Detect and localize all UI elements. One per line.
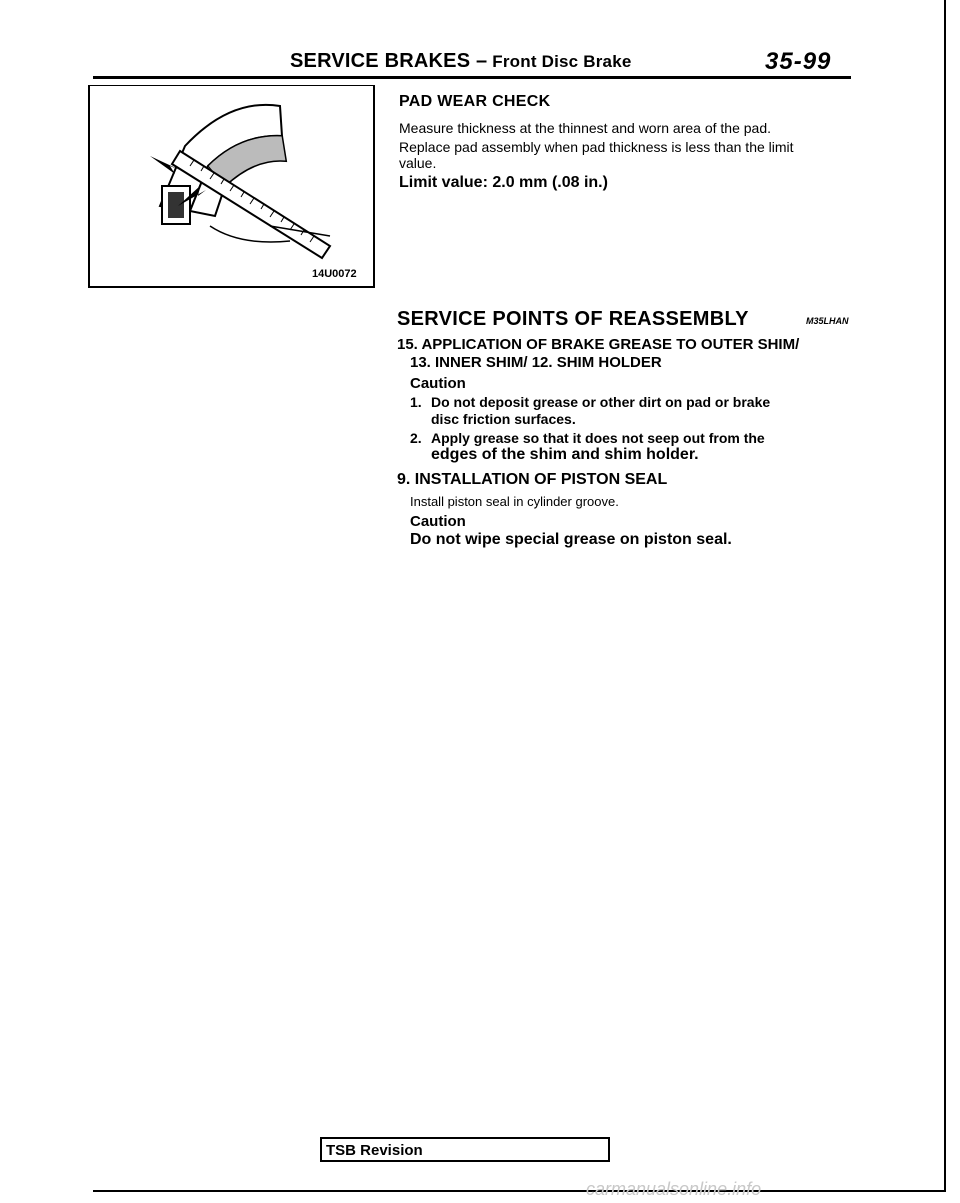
caution-item-2-line-1: Apply grease so that it does not seep out from the: [431, 430, 765, 446]
header-rule: [93, 76, 851, 79]
page-number: 35-99: [765, 48, 832, 75]
limit-value: Limit value: 2.0 mm (.08 in.): [399, 174, 608, 191]
caution-item-1-line-1: Do not deposit grease or other dirt on pad or brake: [431, 394, 771, 410]
pad-wear-text-3: value.: [399, 155, 437, 171]
caution-item-2-line-2: edges of the shim and shim holder.: [431, 446, 699, 463]
figure-code: 14U0072: [312, 268, 357, 280]
pad-wear-heading: PAD WEAR CHECK: [399, 93, 551, 110]
footer-rule: [93, 1190, 946, 1192]
step-9-heading: 9. INSTALLATION OF PISTON SEAL: [397, 471, 668, 488]
reassembly-heading: SERVICE POINTS OF REASSEMBLY: [397, 308, 749, 330]
step-9-text: Install piston seal in cylinder groove.: [410, 494, 619, 509]
page-margin-line: [944, 0, 946, 1190]
caution-label-2: Caution: [410, 513, 466, 530]
title-main: SERVICE BRAKES –: [290, 50, 488, 72]
pad-wear-text-2: Replace pad assembly when pad thickness is less than the limit: [399, 139, 794, 155]
caution-2-text: Do not wipe special grease on piston seal.: [410, 531, 732, 548]
caution-label-1: Caution: [410, 375, 466, 392]
section-code: M35LHAN: [806, 316, 849, 326]
step-15-line-1: 15. APPLICATION OF BRAKE GREASE TO OUTER SHIM/: [397, 336, 800, 353]
pad-wear-figure: [88, 85, 375, 288]
title-subsection: Front Disc Brake: [487, 52, 632, 71]
tsb-revision-label: TSB Revision: [326, 1142, 423, 1159]
watermark: carmanualsonline.info: [586, 1179, 762, 1199]
pad-wear-text-1: Measure thickness at the thinnest and worn area of the pad.: [399, 120, 772, 136]
caution-item-1-line-2: disc friction surfaces.: [431, 411, 576, 427]
page-title: [290, 50, 632, 73]
caution-item-2-number: 2.: [410, 430, 422, 446]
brake-pad-measurement-illustration: [90, 86, 373, 286]
caution-item-1-number: 1.: [410, 394, 422, 410]
step-15-line-2: 13. INNER SHIM/ 12. SHIM HOLDER: [410, 354, 662, 371]
